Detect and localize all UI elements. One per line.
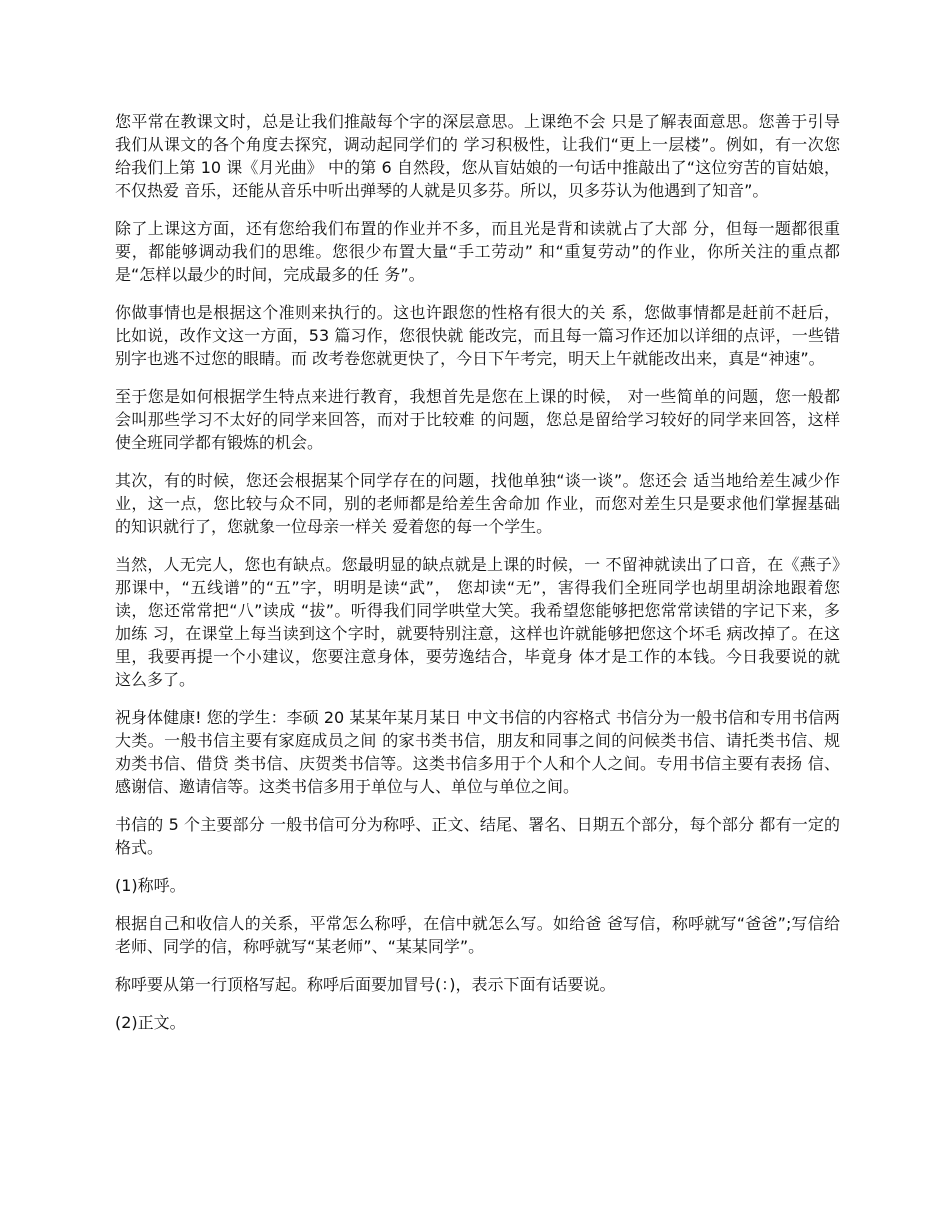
paragraph-salutation-format: 称呼要从第一行顶格写起。称呼后面要加冒号(：)，表示下面有话要说。 <box>115 975 616 994</box>
paragraph-homework: 除了上课这方面，还有您给我们布置的作业并不多，而且光是背和读就占了大部 分，但每一题都很重要，都能够调动我们的思维。您很少布置大量“手工劳动” 和“重复劳动”的作业，你所关注的重点都是“怎样以最少的时间，完成最多的任 务”。 <box>115 219 840 284</box>
paragraph-salutation-rule: 根据自己和收信人的关系，平常怎么称呼，在信中就怎么写。如给爸 爸写信，称呼就写“爸爸”;写信给老师、同学的信，称呼就写“某老师”、“某某同学”。 <box>115 914 840 956</box>
paragraph-letter-parts: 书信的 5 个主要部分 一般书信可分为称呼、正文、结尾、署名、日期五个部分，每个部分 都有一定的格式。 <box>115 815 840 857</box>
paragraph-individual-talk: 其次，有的时候，您还会根据某个同学存在的问题，找他单独“谈一谈”。您还会 适当地给差生减少作业，这一点，您比较与众不同，别的老师都是给差生舍命加 作业，而您对差生只是要求他们掌握基础的知识就行了，您就象一位母亲一样关 爱着您的每一个学生。 <box>115 471 840 536</box>
paragraph-student-characteristics: 至于您是如何根据学生特点来进行教育，我想首先是您在上课的时候， 对一些简单的问题，您一般都会叫那些学习不太好的同学来回答，而对于比较难 的问题，您总是留给学习较好的同学来回答，这样使全班同学都有锻炼的机会。 <box>115 387 840 452</box>
paragraph-shortcomings: 当然，人无完人，您也有缺点。您最明显的缺点就是上课的时候，一 不留神就读出了口音，在《燕子》那课中，“五线谱”的“五”字，明明是读“武”， 您却读“无”，害得我们全班同学也胡里胡涂地跟着您读，您还常常把“八”读成 “拔”。听得我们同学哄堂大笑。我希望您能够把您常常读错的字记下来，多加练 习，在课堂上每当读到这个字时，就要特别注意，这样也许就能够把您这个坏毛 病改掉了。在这里，我要再提一个小建议，您要注意身体，要劳逸结合，毕竟身 体才是工作的本钱。今日我要说的就这么多了。 <box>115 555 840 689</box>
document-body <box>115 110 840 1049</box>
heading-body-text: (2)正文。 <box>115 1013 186 1032</box>
paragraph-work-principle: 你做事情也是根据这个准则来执行的。这也许跟您的性格有很大的关 系，您做事情都是赶前不赶后，比如说，改作文这一方面，53 篇习作，您很快就 能改完，而且每一篇习作还加以详细的点评，一些错别字也逃不过您的眼睛。而 改考卷您就更快了，今日下午考完，明天上午就能改出来，真是“神速”。 <box>115 303 840 368</box>
paragraph-teaching-method: 您平常在教课文时，总是让我们推敲每个字的深层意思。上课绝不会 只是了解表面意思。您善于引导我们从课文的各个角度去探究，调动起同学们的 学习积极性，让我们“更上一层楼”。例如，有一次您给我们上第 10 课《月光曲》 中的第 6 自然段，您从盲姑娘的一句话中推敲出了“这位穷苦的盲姑娘，不仅热爱 音乐，还能从音乐中听出弹琴的人就是贝多芬。所以，贝多芬认为他遇到了知音”。 <box>115 112 840 200</box>
paragraph-closing-letter-types: 祝身体健康! 您的学生：李硕 20 某某年某月某日 中文书信的内容格式 书信分为一般书信和专用书信两大类。一般书信主要有家庭成员之间 的家书类书信，朋友和同事之间的问候类书信、请托类书信、规劝类书信、借贷 类书信、庆贺类书信等。这类书信多用于个人和个人之间。专用书信主要有表扬 信、感谢信、邀请信等。这类书信多用于单位与人、单位与单位之间。 <box>115 708 840 796</box>
heading-salutation: (1)称呼。 <box>115 876 186 895</box>
